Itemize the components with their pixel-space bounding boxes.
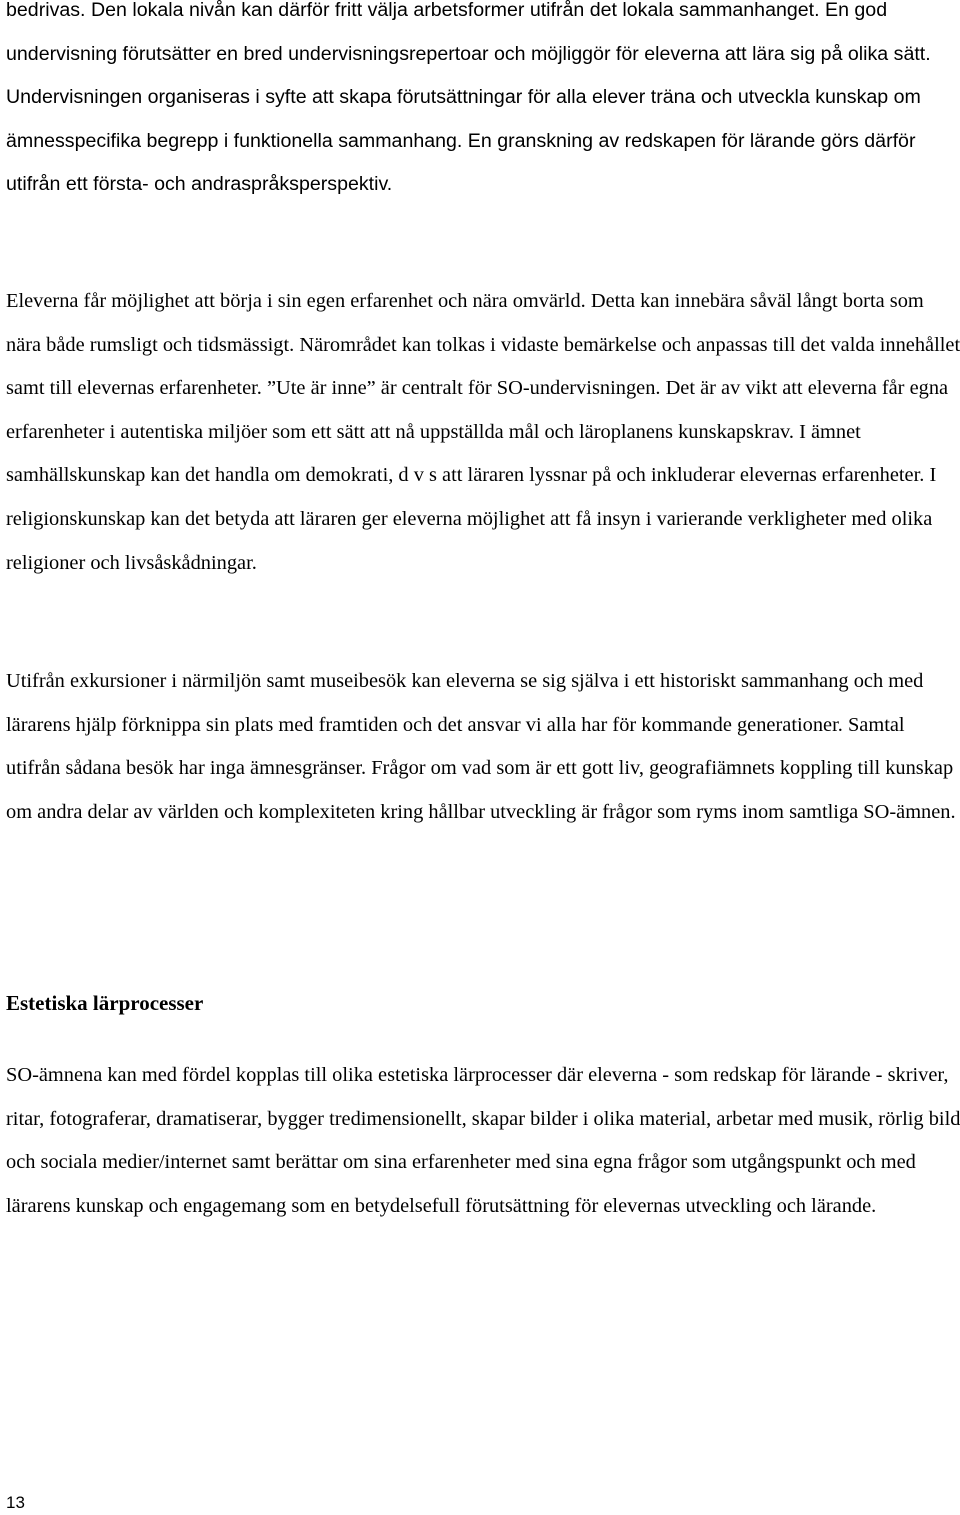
page-number: 13	[6, 1493, 25, 1512]
section-heading: Estetiska lärprocesser	[6, 991, 204, 1015]
paragraph-intro: bedrivas. Den lokala nivån kan därför fritt välja arbetsformer utifrån det lokala sammanhanget. En god undervisning förutsätter en bred undervisningsrepertoar och möjliggör för eleverna att lära sig på olika sätt. Undervisningen organiseras i syfte att skapa förutsättningar för alla elever träna och utveckla kunskap om ämnesspecifika begrepp i funktionella sammanhang. En granskning av redskapen för lärande görs därför utifrån ett första- och andraspråksperspektiv.	[6, 0, 931, 196]
document-page	[6, 0, 960, 1515]
paragraph-aesthetic: SO-ämnena kan med fördel kopplas till olika estetiska lärprocesser där eleverna - som redskap för lärande - skriver, ritar, fotograferar, dramatiserar, bygger tredimensionellt, skapar bilder i olika material, arbetar med musik, rörlig bild och sociala medier/internet samt berättar om sina erfarenheter med sina egna frågor som utgångspunkt och med lärarens kunskap och engagemang som en betydelsefull förutsättning för elevernas utveckling och lärande.	[6, 1064, 960, 1217]
paragraph-excursions: Utifrån exkursioner i närmiljön samt museibesök kan eleverna se sig själva i ett historiskt sammanhang och med lärarens hjälp förknippa sin plats med framtiden och det ansvar vi alla har för kommande generationer. Samtal utifrån sådana besök har inga ämnesgränser. Frågor om vad som är ett gott liv, geografiämnets koppling till kunskap om andra delar av världen och komplexiteten kring hållbar utveckling är frågor som ryms inom samtliga SO-ämnen.	[6, 670, 956, 823]
paragraph-experience: Eleverna får möjlighet att börja i sin egen erfarenhet och nära omvärld. Detta kan innebära såväl långt borta som nära både rumsligt och tidsmässigt. Närområdet kan tolkas i vidaste bemärkelse och anpassas till det valda innehållet samt till elevernas erfarenheter. ”Ute är inne” är centralt för SO-undervisningen. Det är av vikt att eleverna får egna erfarenheter i autentiska miljöer som ett sätt att nå uppställda mål och läroplanens kunskapskrav. I ämnet samhällskunskap kan det handla om demokrati, d v s att läraren lyssnar på och inkluderar elevernas erfarenheter. I religionskunskap kan det betyda att läraren ger eleverna möjlighet att få insyn i varierande verkligheter med olika religioner och livsåskådningar.	[6, 290, 960, 574]
